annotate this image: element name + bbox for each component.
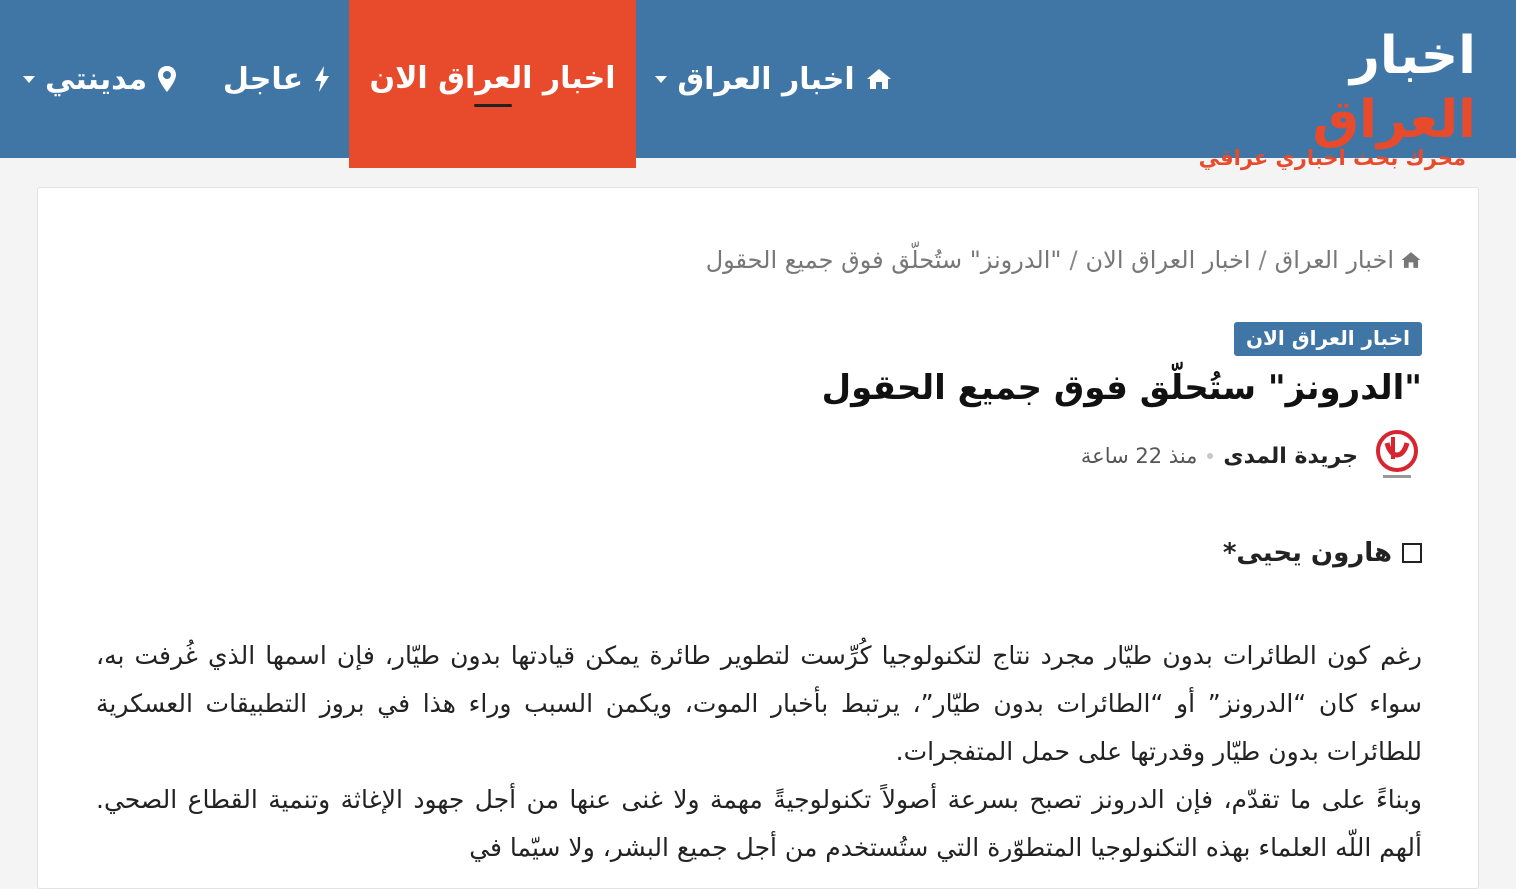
- breadcrumb-current: "الدرونز" ستُحلّق فوق جميع الحقول: [705, 246, 1062, 274]
- publish-time: منذ 22 ساعة: [1080, 444, 1198, 468]
- logo-title-main: اخبار: [1350, 26, 1476, 86]
- article-body: [96, 632, 1422, 872]
- author-name: هارون يحيى*: [1222, 538, 1392, 568]
- bolt-icon: [313, 65, 331, 93]
- meta-separator-dot: [1207, 453, 1213, 459]
- home-icon: [1400, 250, 1422, 270]
- nav-item-label: عاجل: [222, 61, 304, 97]
- nav-item-iraq-news[interactable]: [652, 0, 896, 158]
- map-pin-icon: [157, 65, 177, 93]
- source-name[interactable]: جريدة المدى: [1223, 443, 1358, 469]
- article-author: [1223, 538, 1422, 568]
- nav-item-label: مدينتي: [45, 61, 148, 97]
- active-underline: [474, 104, 512, 107]
- breadcrumb: [706, 246, 1422, 274]
- source-logo-icon[interactable]: [1372, 429, 1422, 483]
- logo-title: [1176, 24, 1476, 152]
- nav-item-breaking[interactable]: [212, 0, 342, 158]
- breadcrumb-separator: /: [1069, 246, 1078, 274]
- breadcrumb-section-link[interactable]: اخبار العراق الان: [1085, 246, 1251, 274]
- nav-item-my-city[interactable]: [10, 0, 190, 158]
- logo-title-accent: العراق: [1312, 90, 1476, 150]
- site-logo[interactable]: [1176, 24, 1476, 170]
- home-icon: [865, 67, 893, 91]
- header-bar: [0, 0, 1516, 170]
- nav-item-label: اخبار العراق: [677, 61, 855, 97]
- article-card: [37, 187, 1479, 889]
- breadcrumb-separator: /: [1258, 246, 1267, 274]
- breadcrumb-home-link[interactable]: اخبار العراق: [1274, 246, 1394, 274]
- chevron-down-icon: [655, 76, 667, 83]
- square-bullet-icon: [1402, 543, 1422, 563]
- article-paragraph: وبناءً على ما تقدّم، فإن الدرونز تصبح بسرعة أصولاً تكنولوجيةً مهمة ولا غنى عنها من أجل جهود الإغاثة وتنمية القطاع الصحي. ألهم اللّه العلماء بهذه التكنولوجيا المتطوّرة التي ستُستخدم من أجل جميع البشر، ولا سيّما في: [96, 785, 1422, 862]
- nav-item-label: اخبار العراق الان: [369, 61, 616, 96]
- logo-subtitle: محرك بحث اخباري عراقي: [1198, 146, 1466, 170]
- article-paragraph: رغم كون الطائرات بدون طيّار مجرد نتاج لتكنولوجيا كُرِّست لتطوير طائرة يمكن قيادتها بدون طيّار، فإن اسمها الذي غُرفت به، سواء كان “الدرونز” أو “الطائرات بدون طيّار”، يرتبط بأخبار الموت، ويكمن السبب وراء هذا في بروز التطبيقات العسكرية للطائرات بدون طيّار وقدرتها على حمل المتفجرات.: [96, 641, 1422, 766]
- nav-item-iraq-news-now[interactable]: [349, 0, 636, 168]
- article-title: "الدرونز" ستُحلّق فوق جميع الحقول: [821, 368, 1422, 408]
- category-badge[interactable]: اخبار العراق الان: [1234, 322, 1422, 356]
- chevron-down-icon: [23, 76, 35, 83]
- article-meta: [1081, 428, 1422, 484]
